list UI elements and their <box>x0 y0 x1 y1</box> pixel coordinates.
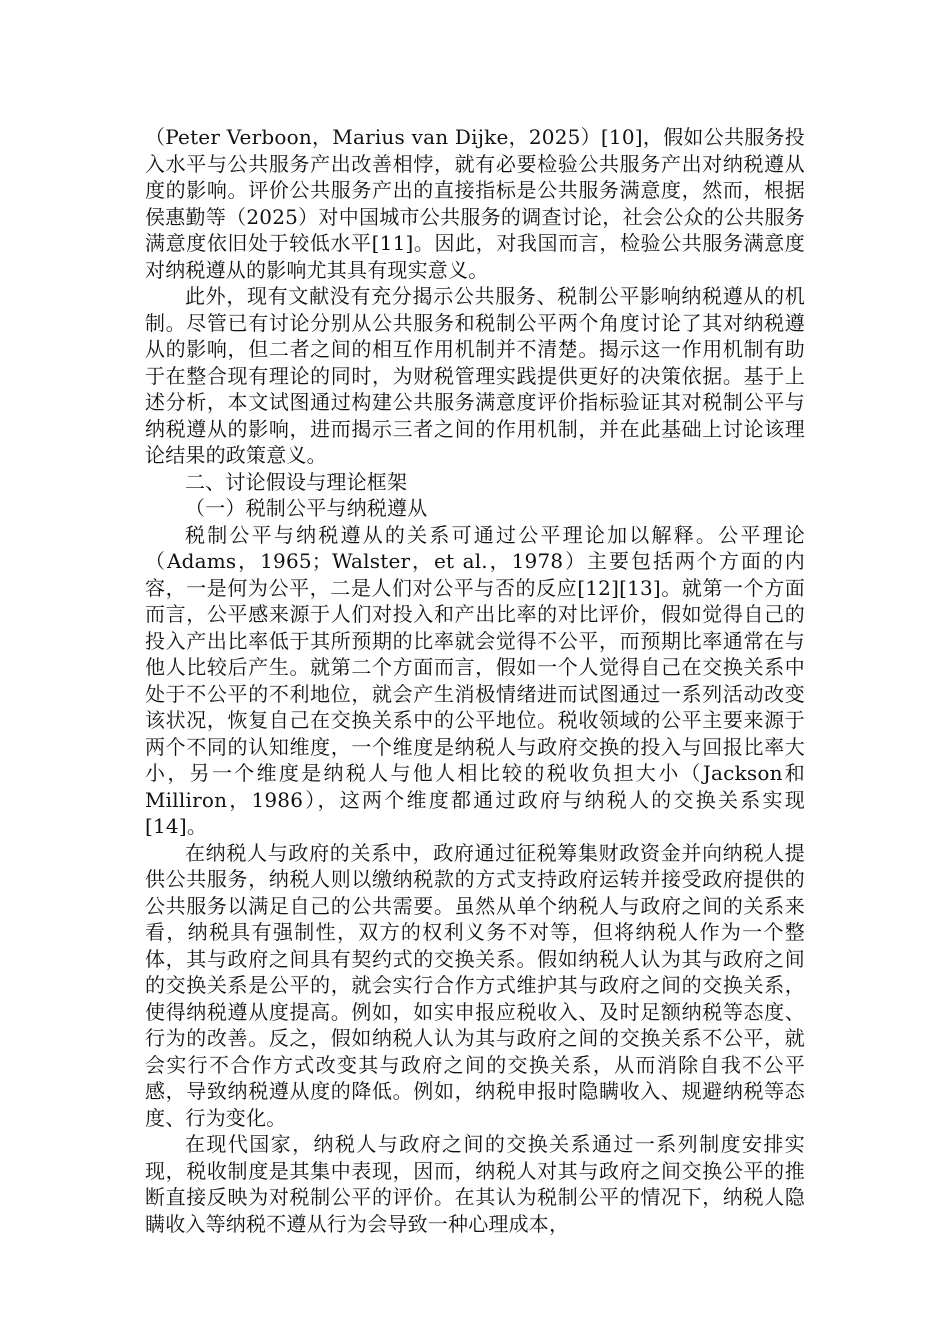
document-page <box>145 124 805 1237</box>
section-heading: 二、讨论假设与理论框架 <box>185 469 408 494</box>
paragraph-equity-theory: 税制公平与纳税遵从的关系可通过公平理论加以解释。公平理论（Adams，1965；Walster，et al.，1978）主要包括两个方面的内容，一是何为公平，二是人们对公平与否的反应[12][13]。就第一个方面而言，公平感来源于人们对投入和产出比率的对比评价，假如觉得自己的投入产出比率低于其所预期的比率就会觉得不公平，而预期比率通常在与他人比较后产生。就第二个方面而言，假如一个人觉得自己在交换关系中处于不公平的不利地位，就会产生消极情绪进而试图通过一系列活动改变该状况，恢复自己在交换关系中的公平地位。税收领域的公平主要来源于两个不同的认知维度，一个维度是纳税人与政府交换的投入与回报比率大小，另一个维度是纳税人与他人相比较的税收负担大小（Jackson和Milliron，1986），这两个维度都通过政府与纳税人的交换关系实现[14]。 <box>145 522 805 838</box>
paragraph-continuation: （Peter Verboon，Marius van Dijke，2025）[10]，假如公共服务投入水平与公共服务产出改善相悖，就有必要检验公共服务产出对纳税遵从度的影响。评价公共服务产出的直接指标是公共服务满意度，然而，根据侯惠勤等（2025）对中国城市公共服务的调查讨论，社会公众的公共服务满意度依旧处于较低水平[11]。因此，对我国而言，检验公共服务满意度对纳税遵从的影响尤其具有现实意义。 <box>145 125 805 282</box>
paragraph-mechanism: 此外，现有文献没有充分揭示公共服务、税制公平影响纳税遵从的机制。尽管已有讨论分别从公共服务和税制公平两个角度讨论了其对纳税遵从的影响，但二者之间的相互作用机制并不清楚。揭示这一作用机制有助于在整合现有理论的同时，为财税管理实践提供更好的决策依据。基于上述分析，本文试图通过构建公共服务满意度评价指标验证其对税制公平与纳税遵从的影响，进而揭示三者之间的作用机制，并在此基础上讨论该理论结果的政策意义。 <box>145 284 805 467</box>
paragraph-modern-state: 在现代国家，纳税人与政府之间的交换关系通过一系列制度安排实现，税收制度是其集中表现，因而，纳税人对其与政府之间交换公平的推断直接反映为对税制公平的评价。在其认为税制公平的情况下，纳税人隐瞒收入等纳税不遵从行为会导致一种心理成本， <box>145 1132 805 1236</box>
paragraph-taxpayer-government: 在纳税人与政府的关系中，政府通过征税筹集财政资金并向纳税人提供公共服务，纳税人则以缴纳税款的方式支持政府运转并接受政府提供的公共服务以满足自己的公共需要。虽然从单个纳税人与政府之间的关系来看，纳税具有强制性，双方的权利义务不对等，但将纳税人作为一个整体，其与政府之间具有契约式的交换关系。假如纳税人认为其与政府之间的交换关系是公平的，就会实行合作方式维护其与政府之间的交换关系，使得纳税遵从度提高。例如，如实申报应税收入、及时足额纳税等态度、行为的改善。反之，假如纳税人认为其与政府之间的交换关系不公平，就会实行不合作方式改变其与政府之间的交换关系，从而消除自我不公平感，导致纳税遵从度的降低。例如，纳税申报时隐瞒收入、规避纳税等态度、行为变化。 <box>145 840 805 1130</box>
subsection-heading: （一）税制公平与纳税遵从 <box>185 496 428 520</box>
